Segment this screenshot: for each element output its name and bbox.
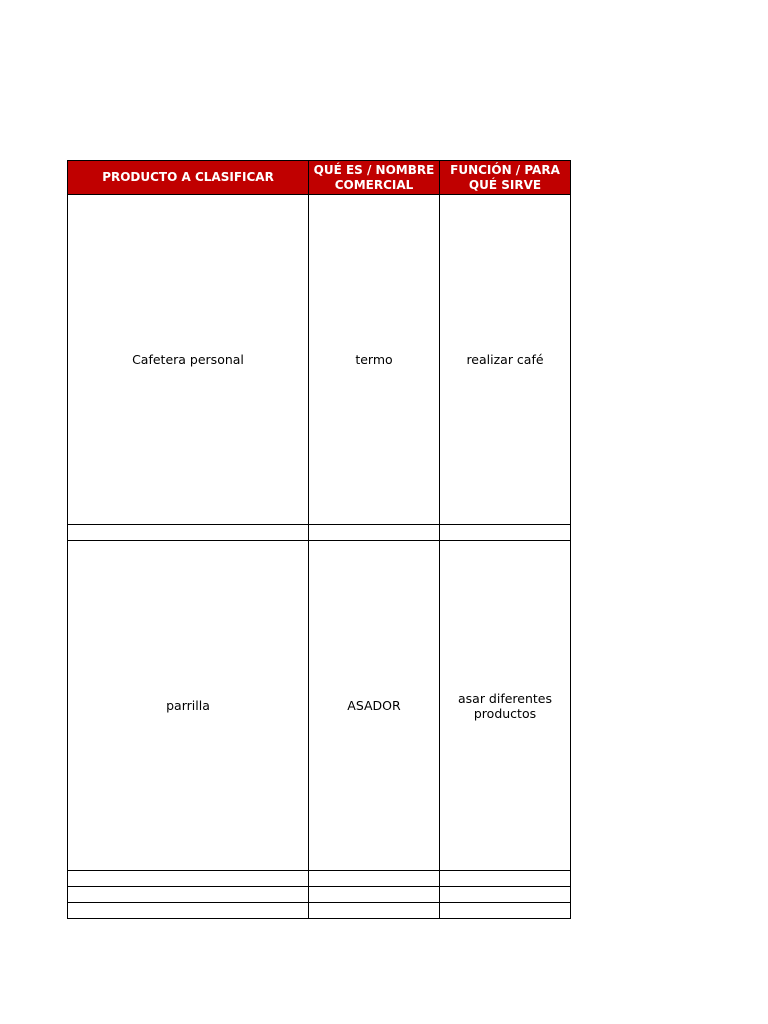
table-cell[interactable]: asar diferentes productos bbox=[440, 541, 571, 871]
table-cell[interactable] bbox=[309, 903, 440, 919]
table-cell[interactable] bbox=[309, 525, 440, 541]
table-row bbox=[68, 525, 571, 541]
table-row bbox=[68, 195, 571, 525]
table-cell[interactable]: Cafetera personal bbox=[68, 195, 309, 525]
table-cell[interactable] bbox=[440, 525, 571, 541]
table-cell[interactable] bbox=[440, 903, 571, 919]
table-cell[interactable] bbox=[309, 871, 440, 887]
header-que-es-nombre-comercial: QUÉ ES / NOMBRE COMERCIAL bbox=[309, 161, 440, 195]
table-cell[interactable]: parrilla bbox=[68, 541, 309, 871]
product-classification-table bbox=[67, 160, 571, 919]
table-cell[interactable] bbox=[68, 903, 309, 919]
table-header-row bbox=[68, 161, 571, 195]
table-row bbox=[68, 541, 571, 871]
table-row bbox=[68, 871, 571, 887]
table-cell[interactable] bbox=[68, 871, 309, 887]
table-row bbox=[68, 903, 571, 919]
header-funcion-para-que-sirve: FUNCIÓN / PARA QUÉ SIRVE bbox=[440, 161, 571, 195]
table-cell[interactable] bbox=[68, 887, 309, 903]
table-cell[interactable] bbox=[440, 887, 571, 903]
table-row bbox=[68, 887, 571, 903]
table-cell[interactable]: ASADOR bbox=[309, 541, 440, 871]
header-producto-a-clasificar: PRODUCTO A CLASIFICAR bbox=[68, 161, 309, 195]
table-cell[interactable] bbox=[309, 887, 440, 903]
table-cell[interactable] bbox=[68, 525, 309, 541]
table-cell[interactable] bbox=[440, 871, 571, 887]
table-cell[interactable]: termo bbox=[309, 195, 440, 525]
table-cell[interactable]: realizar café bbox=[440, 195, 571, 525]
